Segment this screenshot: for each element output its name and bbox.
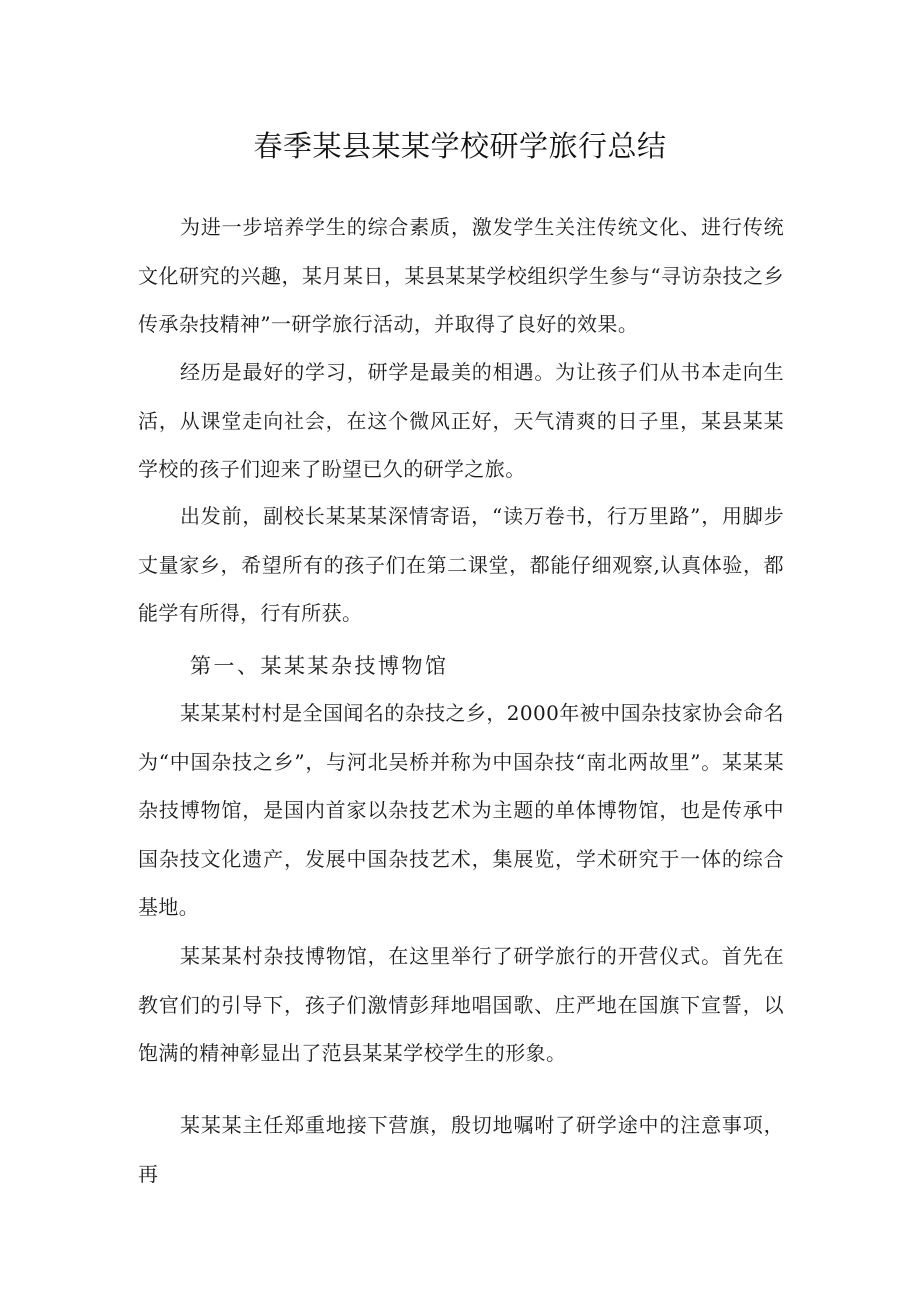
intro-paragraph-1: 为进一步培养学生的综合素质，激发学生关注传统文化、进行传统文化研究的兴趣，某月某日，某县某某学校组织学生参与“寻访杂技之乡传承杂技精神”一研学旅行活动，并取得了良好的效果。 [138,215,784,336]
section-paragraph-2: 某某某村杂技博物馆，在这里举行了研学旅行的开营仪式。首先在教官们的引导下，孩子们激情彭拜地唱国歌、庄严地在国旗下宣誓，以饱满的精神彰显出了范县某某学校学生的形象。 [138,944,784,1065]
section-heading: 第一、某某某杂技博物馆 [190,654,449,678]
section-paragraph-3: 某某某主任郑重地接下营旗，殷切地嘱咐了研学途中的注意事项，再 [138,1113,784,1186]
section-paragraph-1: 某某某村村是全国闻名的杂技之乡，2000年被中国杂技家协会命名为“中国杂技之乡”，与河北吴桥并称为中国杂技“南北两故里”。某某某杂技博物馆，是国内首家以杂技艺术为主题的单体博物馆，也是传承中国杂技文化遗产，发展中国杂技艺术，集展览，学术研究于一体的综合基地。 [138,701,784,919]
intro-paragraph-3: 出发前，副校长某某某深情寄语，“读万卷书，行万里路”，用脚步丈量家乡，希望所有的孩子们在第二课堂，都能仔细观察,认真体验，都能学有所得，行有所获。 [138,504,784,625]
intro-paragraph-2: 经历是最好的学习，研学是最美的相遇。为让孩子们从书本走向生活，从课堂走向社会，在这个微风正好，天气清爽的日子里，某县某某学校的孩子们迎来了盼望已久的研学之旅。 [138,360,784,481]
document-title: 春季某县某某学校研学旅行总结 [253,129,667,163]
